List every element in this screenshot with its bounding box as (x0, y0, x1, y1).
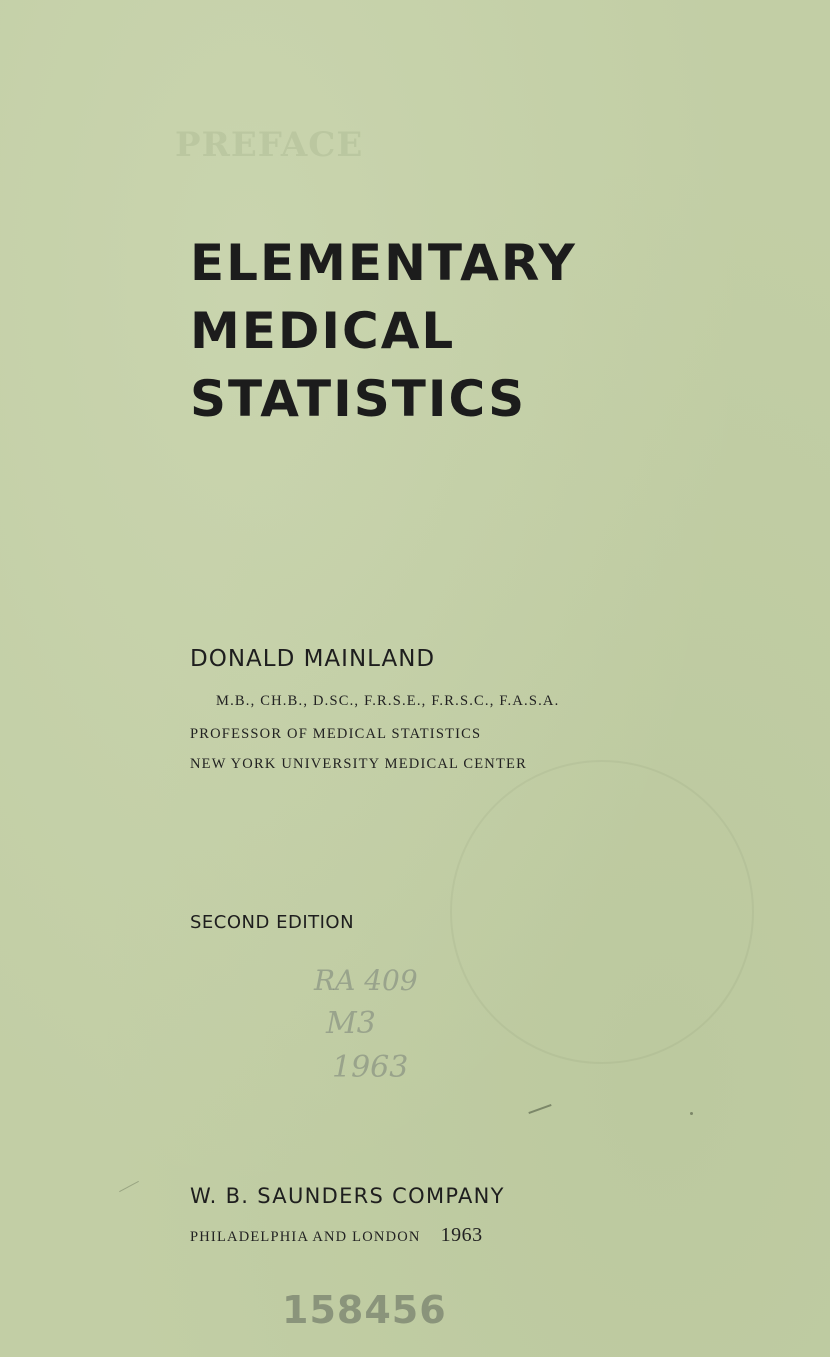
faint-library-stamp (450, 760, 754, 1064)
author-degrees: M.B., CH.B., D.SC., F.R.S.E., F.R.S.C., F.A.S.A. (216, 693, 560, 709)
call-number-line-2: M3 (326, 1006, 376, 1041)
bleed-through-text: PREFACE (175, 125, 364, 165)
author-institution: NEW YORK UNIVERSITY MEDICAL CENTER (190, 756, 527, 772)
edition-label: SECOND EDITION (190, 912, 355, 933)
publisher-place: PHILADELPHIA AND LONDON (190, 1229, 421, 1245)
title-line-3: STATISTICS (190, 370, 527, 428)
publication-year: 1963 (440, 1224, 483, 1246)
call-number-line-1: RA 409 (314, 964, 418, 997)
author-name: DONALD MAINLAND (190, 646, 436, 672)
title-line-2: MEDICAL (190, 302, 456, 360)
call-number-line-3: 1963 (332, 1050, 409, 1085)
publisher-name: W. B. SAUNDERS COMPANY (190, 1184, 505, 1208)
accession-number: 158456 (282, 1288, 447, 1328)
ink-dot (690, 1112, 693, 1115)
publisher-place-line (190, 1224, 483, 1247)
ink-mark (528, 1104, 551, 1114)
ink-mark (119, 1181, 139, 1192)
author-position: PROFESSOR OF MEDICAL STATISTICS (190, 726, 482, 742)
title-line-1: ELEMENTARY (190, 234, 577, 292)
